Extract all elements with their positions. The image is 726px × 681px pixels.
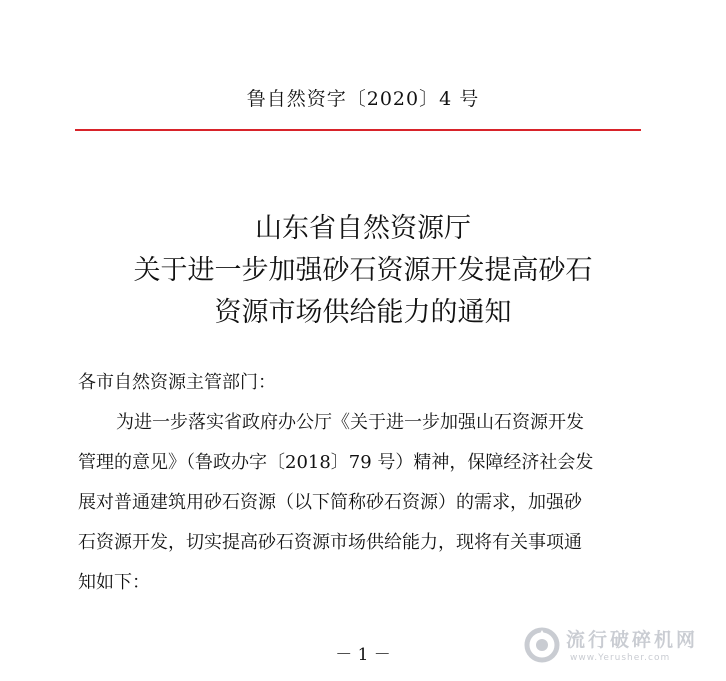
document-title	[0, 208, 726, 334]
title-line: 资源市场供给能力的通知	[214, 297, 512, 328]
title-line: 山东省自然资源厅	[255, 213, 471, 244]
salutation: 各市自然资源主管部门：	[78, 372, 276, 393]
site-watermark	[524, 623, 714, 671]
title-line: 关于进一步加强砂石资源开发提高砂石	[133, 255, 593, 286]
page-number: － 1 －	[335, 645, 391, 665]
paragraph-line: 石资源开发，切实提高砂石资源市场供给能力，现将有关事项通	[78, 532, 582, 553]
watermark-logo-icon	[524, 627, 560, 663]
paragraph-line: 展对普通建筑用砂石资源（以下简称砂石资源）的需求，加强砂	[78, 492, 582, 513]
watermark-text: 流行破碎机网	[566, 629, 699, 651]
document-number: 鲁自然资字〔2020〕4 号	[246, 88, 480, 110]
paragraph-line: 知如下：	[78, 572, 150, 593]
red-header-rule	[75, 129, 641, 131]
paragraph-line: 为进一步落实省政府办公厅《关于进一步加强山石资源开发	[116, 412, 584, 433]
paragraph-line: 管理的意见》（鲁政办字〔2018〕79 号）精神，保障经济社会发	[78, 452, 594, 473]
watermark-url: www.Yerusher.com	[570, 653, 671, 663]
body-paragraph	[78, 403, 643, 603]
